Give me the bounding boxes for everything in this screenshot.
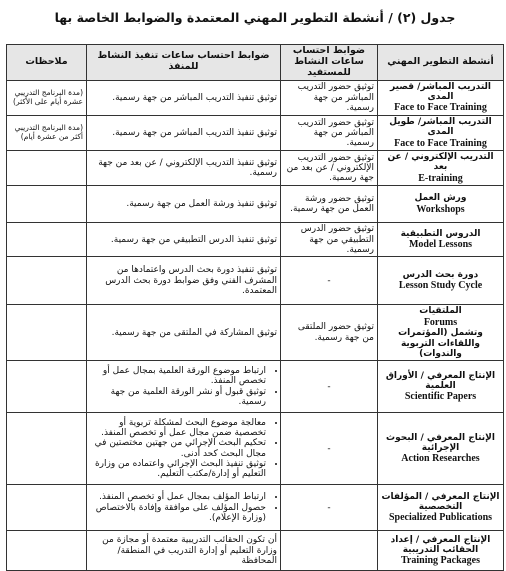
notes-cell (7, 257, 87, 305)
beneficiary-cell (281, 531, 378, 571)
activity-cell (378, 186, 504, 223)
beneficiary-text: توثيق حضور الملتقى من جهة رسمية. (297, 322, 374, 343)
beneficiary-cell (281, 223, 378, 257)
table-row (7, 80, 504, 115)
implementer-cell (87, 257, 281, 305)
table-header-row (7, 45, 504, 81)
activity-name-ar: ورش العمل (414, 193, 467, 204)
implementer-cell (87, 186, 281, 223)
table-row (7, 413, 504, 485)
activity-name-en: Forums (423, 316, 458, 328)
implementer-text: توثيق تنفيذ التدريب المباشر من جهة رسمية. (112, 127, 277, 138)
activity-cell (378, 223, 504, 257)
implementer-list (90, 418, 277, 480)
activity-name-en: Specialized Publications (388, 512, 493, 524)
beneficiary-text: توثيق حضور التدريب المباشر من جهة رسمية. (297, 82, 374, 114)
activity-cell (378, 115, 504, 150)
table-row (7, 115, 504, 150)
activity-name-en: Face to Face Training (394, 102, 487, 114)
table-row (7, 223, 504, 257)
notes-text: (مدة البرنامج التدريبي أكثر من عشرة أيام) (14, 123, 83, 142)
activity-name-en: Face to Face Training (394, 137, 487, 149)
beneficiary-text: - (327, 381, 331, 392)
implementer-cell (87, 305, 281, 361)
activity-name-ar: الإنتاج المعرفي / إعداد الحقائب التدريبية (390, 534, 491, 555)
table-row (7, 151, 504, 186)
activity-name-en: Action Researches (401, 453, 480, 465)
beneficiary-cell (281, 115, 378, 150)
implementer-cell (87, 115, 281, 150)
implementer-cell (87, 361, 281, 413)
list-item: • توثيق تنفيذ البحث الإجرائي واعتماده من وزارة التعليم أو إدارة/مكتب التعليم. (90, 459, 266, 480)
beneficiary-text: توثيق حضور الدرس التطبيقي من جهة رسمية. (300, 224, 374, 256)
activity-cell (378, 257, 504, 305)
implementer-cell (87, 151, 281, 186)
page-title: جدول (٢) / أنشطة التطوير المهني المعتمدة والضوابط الخاصة بها (54, 10, 456, 25)
activity-cell (378, 305, 504, 361)
implementer-text: أن تكون الحقائب التدريبية معتمدة أو مجازة من وزارة التعليم أو إدارة التدريب في المنطقة/المحافظة (102, 535, 277, 566)
header-notes: ملاحظات (7, 45, 87, 81)
notes-cell (7, 186, 87, 223)
implementer-cell (87, 80, 281, 115)
notes-cell (7, 305, 87, 361)
beneficiary-cell (281, 257, 378, 305)
notes-cell (7, 361, 87, 413)
list-item: • حصول المؤلف على موافقة وإفادة بالاختصاص (وزارة الإعلام). (90, 503, 266, 524)
beneficiary-text: - (327, 443, 331, 454)
beneficiary-cell (281, 361, 378, 413)
header-implementer: ضوابط احتساب ساعات تنفيذ النشاط للمنفذ (87, 45, 281, 81)
activity-name-ar: التدريب المباشر/ قصير المدى (389, 81, 491, 103)
beneficiary-cell (281, 186, 378, 223)
notes-cell (7, 485, 87, 531)
implementer-cell (87, 531, 281, 571)
implementer-text: توثيق تنفيذ التدريب الإلكتروني / عن بعد من جهة رسمية. (98, 157, 277, 179)
beneficiary-text: توثيق حضور التدريب المباشر من جهة رسمية. (297, 117, 374, 149)
activity-name-ar: الملتقيات (419, 306, 462, 317)
beneficiary-cell (281, 151, 378, 186)
beneficiary-text: توثيق حضور التدريب الإلكتروني / عن بعد من جهة رسمية. (286, 152, 374, 184)
notes-cell (7, 151, 87, 186)
activity-subtitle-ar: وتشمل (المؤتمرات واللقاءات التربوية والندوات) (398, 328, 483, 359)
activity-name-ar: الدروس التطبيقية (400, 228, 481, 239)
activity-name-ar: الإنتاج المعرفي / المؤلفات التخصصية (381, 491, 500, 512)
activity-name-ar: التدريب المباشر/ طويل المدى (389, 116, 492, 138)
implementer-list (90, 366, 277, 407)
activity-name-ar: دورة بحث الدرس (402, 269, 479, 280)
beneficiary-text: توثيق حضور ورشة العمل من جهة رسمية. (290, 193, 374, 215)
activities-table (6, 44, 504, 571)
table-row (7, 305, 504, 361)
activity-cell (378, 151, 504, 186)
implementer-text: توثيق تنفيذ ورشة العمل من جهة رسمية. (126, 199, 277, 210)
beneficiary-cell (281, 305, 378, 361)
activity-name-en: Training Packages (401, 555, 480, 567)
table-row (7, 186, 504, 223)
beneficiary-cell (281, 413, 378, 485)
table-row (7, 257, 504, 305)
activity-cell (378, 413, 504, 485)
notes-cell (7, 223, 87, 257)
header-activity: أنشطة التطوير المهني (378, 45, 504, 81)
implementer-cell (87, 485, 281, 531)
activity-cell (378, 485, 504, 531)
list-item: • تحكيم البحث الإجرائي من جهتين مختصتين في مجال البحث كحد أدنى. (90, 438, 266, 459)
list-item: • ارتباط موضوع الورقة العلمية بمجال عمل أو تخصص المنفذ. (90, 366, 266, 387)
beneficiary-cell (281, 80, 378, 115)
implementer-list (90, 492, 277, 523)
table-row (7, 485, 504, 531)
list-item: • معالجة موضوع البحث لمشكلة تربوية أو تخصصية ضمن مجال عمل أو تخصص المنفذ. (90, 418, 266, 439)
implementer-cell (87, 413, 281, 485)
notes-cell (7, 413, 87, 485)
table-row (7, 531, 504, 571)
implementer-text: توثيق المشاركة في الملتقى من جهة رسمية. (111, 327, 277, 338)
table-row (7, 361, 504, 413)
implementer-text: توثيق تنفيذ الدرس التطبيقي من جهة رسمية. (110, 234, 277, 245)
list-item: • توثيق قبول أو نشر الورقة العلمية من جهة رسمية. (90, 387, 266, 408)
beneficiary-cell (281, 485, 378, 531)
activity-cell (378, 80, 504, 115)
header-beneficiary: ضوابط احتساب ساعات النشاط للمستفيد (281, 45, 378, 81)
activity-name-en: Lesson Study Cycle (398, 280, 483, 292)
activity-name-en: Model Lessons (408, 239, 473, 251)
activity-name-ar: الإنتاج المعرفي / الأوراق العلمية (385, 370, 496, 391)
activity-name-en: E-training (418, 172, 463, 184)
table-body (7, 80, 504, 570)
activity-name-ar: الإنتاج المعرفي / البحوث الإجرائية (386, 432, 495, 453)
beneficiary-text: - (327, 275, 331, 286)
implementer-text: توثيق تنفيذ دورة بحث الدرس واعتمادها من المشرف الفني وفق ضوابط دورة بحث الدرس المعتمدة. (105, 265, 277, 297)
implementer-cell (87, 223, 281, 257)
notes-cell (7, 115, 87, 150)
implementer-text: توثيق تنفيذ التدريب المباشر من جهة رسمية. (112, 92, 277, 103)
notes-text: (مدة البرنامج التدريبي عشرة أيام على الأكثر) (13, 88, 83, 106)
notes-cell (7, 531, 87, 571)
activity-cell (378, 361, 504, 413)
activity-name-en: Workshops (416, 203, 465, 215)
activity-cell (378, 531, 504, 571)
notes-cell (7, 80, 87, 115)
beneficiary-text: - (327, 502, 331, 513)
list-item: • ارتباط المؤلف بمجال عمل أو تخصص المنفذ. (90, 492, 266, 502)
activity-name-en: Scientific Papers (404, 391, 477, 403)
activity-name-ar: التدريب الإلكتروني / عن بعد (387, 152, 494, 173)
